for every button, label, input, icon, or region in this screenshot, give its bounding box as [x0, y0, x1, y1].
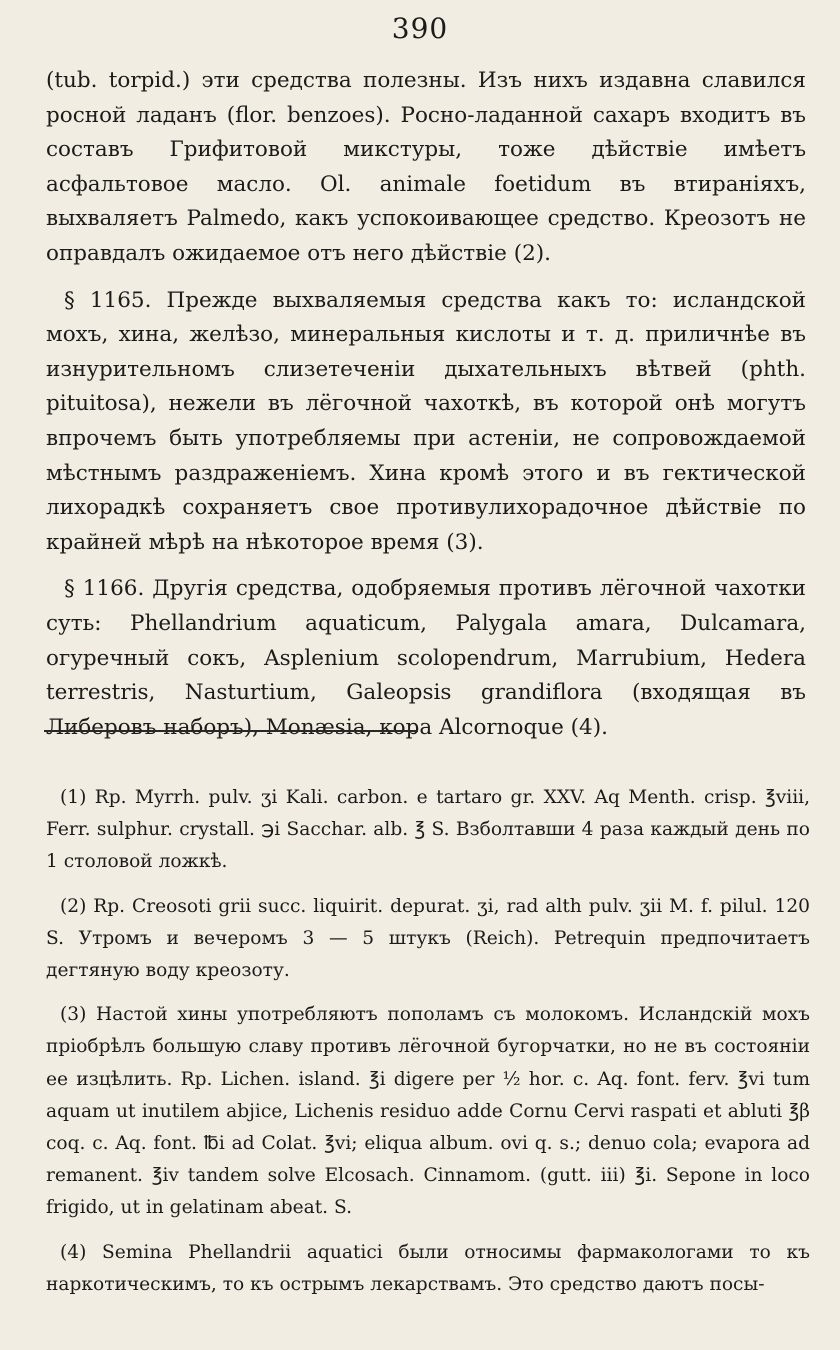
footnotes [46, 782, 810, 1313]
footnote-4: (4) Semina Phellandrii aquatici были относимы фармакологами то къ наркотическимъ, то къ острымъ лекарствамъ. Это средство даютъ посы- [46, 1241, 810, 1295]
footnote-1: (1) Rp. Myrrh. pulv. ʒi Kali. carbon. e tartaro gr. XXV. Aq Menth. crisp. ℥viii, Ferr. sulphur. crystall. ℈i Sacchar. alb. ℥ S. Взболтавши 4 раза каждый день по 1 столовой ложкѣ. [46, 787, 810, 873]
main-text [46, 64, 806, 757]
footnote-divider [44, 730, 418, 732]
paragraph-section-1165: § 1165. Прежде выхваляемыя средства какъ то: исландской мохъ, хина, желѣзо, минеральныя кислоты и т. д. приличнѣе въ изнурительномъ слизетеченіи дыхательныхъ вѣтвей (phth. pituitosa), нежели въ лёгочной чахоткѣ, въ которой онѣ могутъ впрочемъ быть употребляемы при астеніи, не сопровождаемой мѣстнымъ раздраженіемъ. Хина кромѣ этого и въ гектической лихорадкѣ сохраняетъ свое противулихорадочное дѣйствіе по крайней мѣрѣ на нѣкоторое время (3). [46, 287, 806, 555]
paragraph-section-1166: § 1166. Другія средства, одобряемыя противъ лёгочной чахотки суть: Phellandrium aquaticum, Palygala amara, Dulcamara, огуречный сокъ, Asplenium scolopendrum, Marrubium, Hedera terrestris, Nasturtium, Galeopsis grandiflora (входящая въ Либеровъ наборъ), Monæsia, кора Alcornoque (4). [46, 576, 806, 740]
paragraph-continued: (tub. torpid.) эти средства полезны. Изъ нихъ издавна славился росной ладанъ (flor. benzoes). Росно-ладанной сахаръ входитъ въ составъ Грифитовой микстуры, тоже дѣйствіе имѣетъ асфальтовое масло. Ol. animale foetidum въ втираніяхъ, выхваляетъ Palmedo, какъ успокоивающее средство. Креозотъ не оправдалъ ожидаемое отъ него дѣйствіе (2). [46, 68, 806, 266]
footnote-3: (3) Настой хины употребляютъ пополамъ съ молокомъ. Исландскій мохъ пріобрѣлъ большую славу противъ лёгочной бугорчатки, но не въ состояніи ее изцѣлить. Rp. Lichen. island. ℥i digere per ½ hor. c. Aq. font. ferv. ℥vi tum aquam ut inutilem abjice, Lichenis residuo adde Cornu Cervi raspati et abluti ℥β coq. c. Aq. font. ℔i ad Colat. ℥vi; eliqua album. ovi q. s.; denuo cola; evapora ad remanent. ℥iv tandem solve Elcosach. Cinnamom. (gutt. iii) ℥i. Sepone in loco frigido, ut in gelatinam abeat. S. [46, 1004, 810, 1219]
footnote-2: (2) Rp. Creosoti grii succ. liquirit. depurat. ʒi, rad alth pulv. ʒii M. f. pilul. 120 S. Утромъ и вечеромъ 3 — 5 штукъ (Reich). Petrequin предпочитаетъ дегтяную воду креозоту. [46, 895, 810, 982]
page-number: 390 [391, 12, 449, 45]
